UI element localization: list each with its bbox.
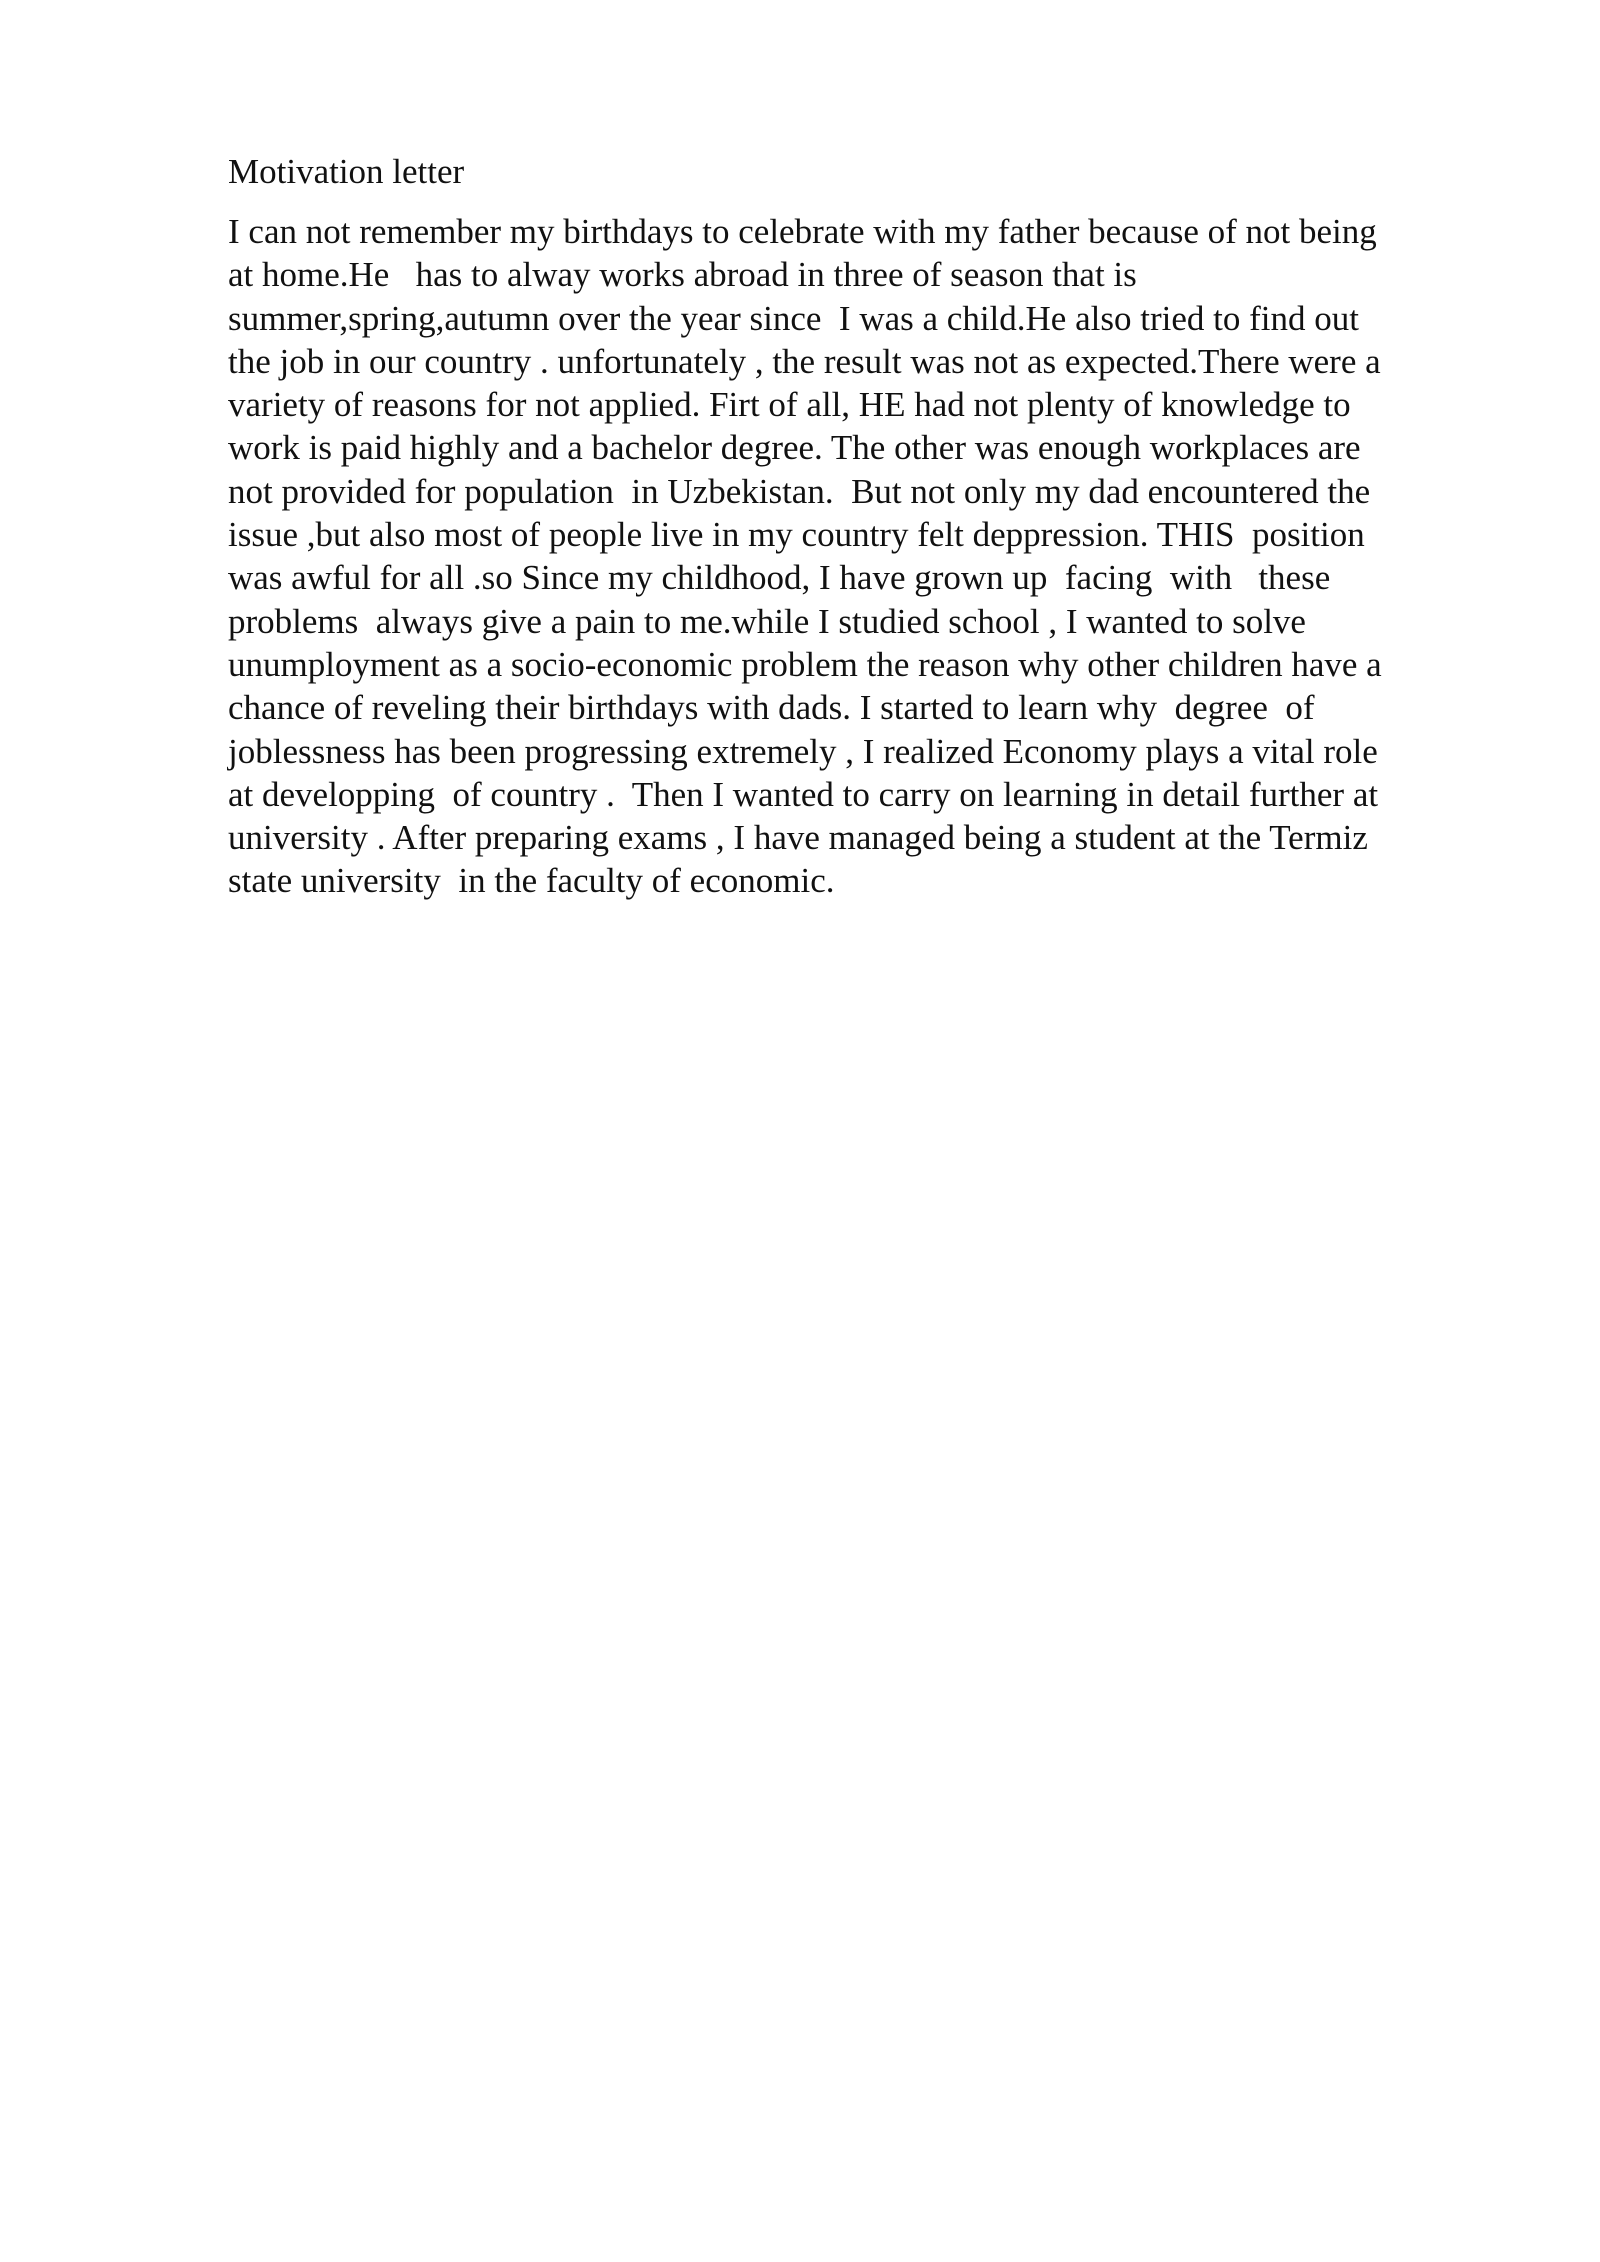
letter-line: state university in the faculty of economic. xyxy=(228,861,835,901)
letter-line: at developping of country . Then I wanted to carry on learning in detail further at xyxy=(228,774,1379,814)
letter-line: university . After preparing exams , I have managed being a student at the Termiz xyxy=(228,818,1368,858)
letter-line: issue ,but also most of people live in my country felt deppression. THIS position xyxy=(228,515,1365,555)
letter-line: variety of reasons for not applied. Firt of all, HE had not plenty of knowledge to xyxy=(228,385,1351,425)
letter-line: problems always give a pain to me.while I studied school , I wanted to solve xyxy=(228,601,1306,641)
letter-line: I can not remember my birthdays to celebrate with my father because of not being xyxy=(228,212,1377,251)
letter-line: unumployment as a socio-economic problem the reason why other children have a xyxy=(228,644,1382,684)
letter-line: not provided for population in Uzbekistan. But not only my dad encountered the xyxy=(228,471,1371,511)
letter-line: work is paid highly and a bachelor degree. The other was enough workplaces are xyxy=(228,428,1361,468)
letter-line: the job in our country . unfortunately , the result was not as expected.There were a xyxy=(228,341,1381,381)
letter-line: was awful for all .so Since my childhood, I have grown up facing with these xyxy=(228,558,1331,598)
letter-line: chance of reveling their birthdays with dads. I started to learn why degree of xyxy=(228,688,1315,728)
letter-body xyxy=(228,210,1528,903)
letter-line: at home.He has to alway works abroad in three of season that is xyxy=(228,255,1137,295)
letter-title: Motivation letter xyxy=(228,152,465,191)
letter-content xyxy=(228,150,1528,903)
letter-line: summer,spring,autumn over the year since I was a child.He also tried to find out xyxy=(228,298,1359,338)
letter-line: joblessness has been progressing extremely , I realized Economy plays a vital role xyxy=(228,731,1378,771)
